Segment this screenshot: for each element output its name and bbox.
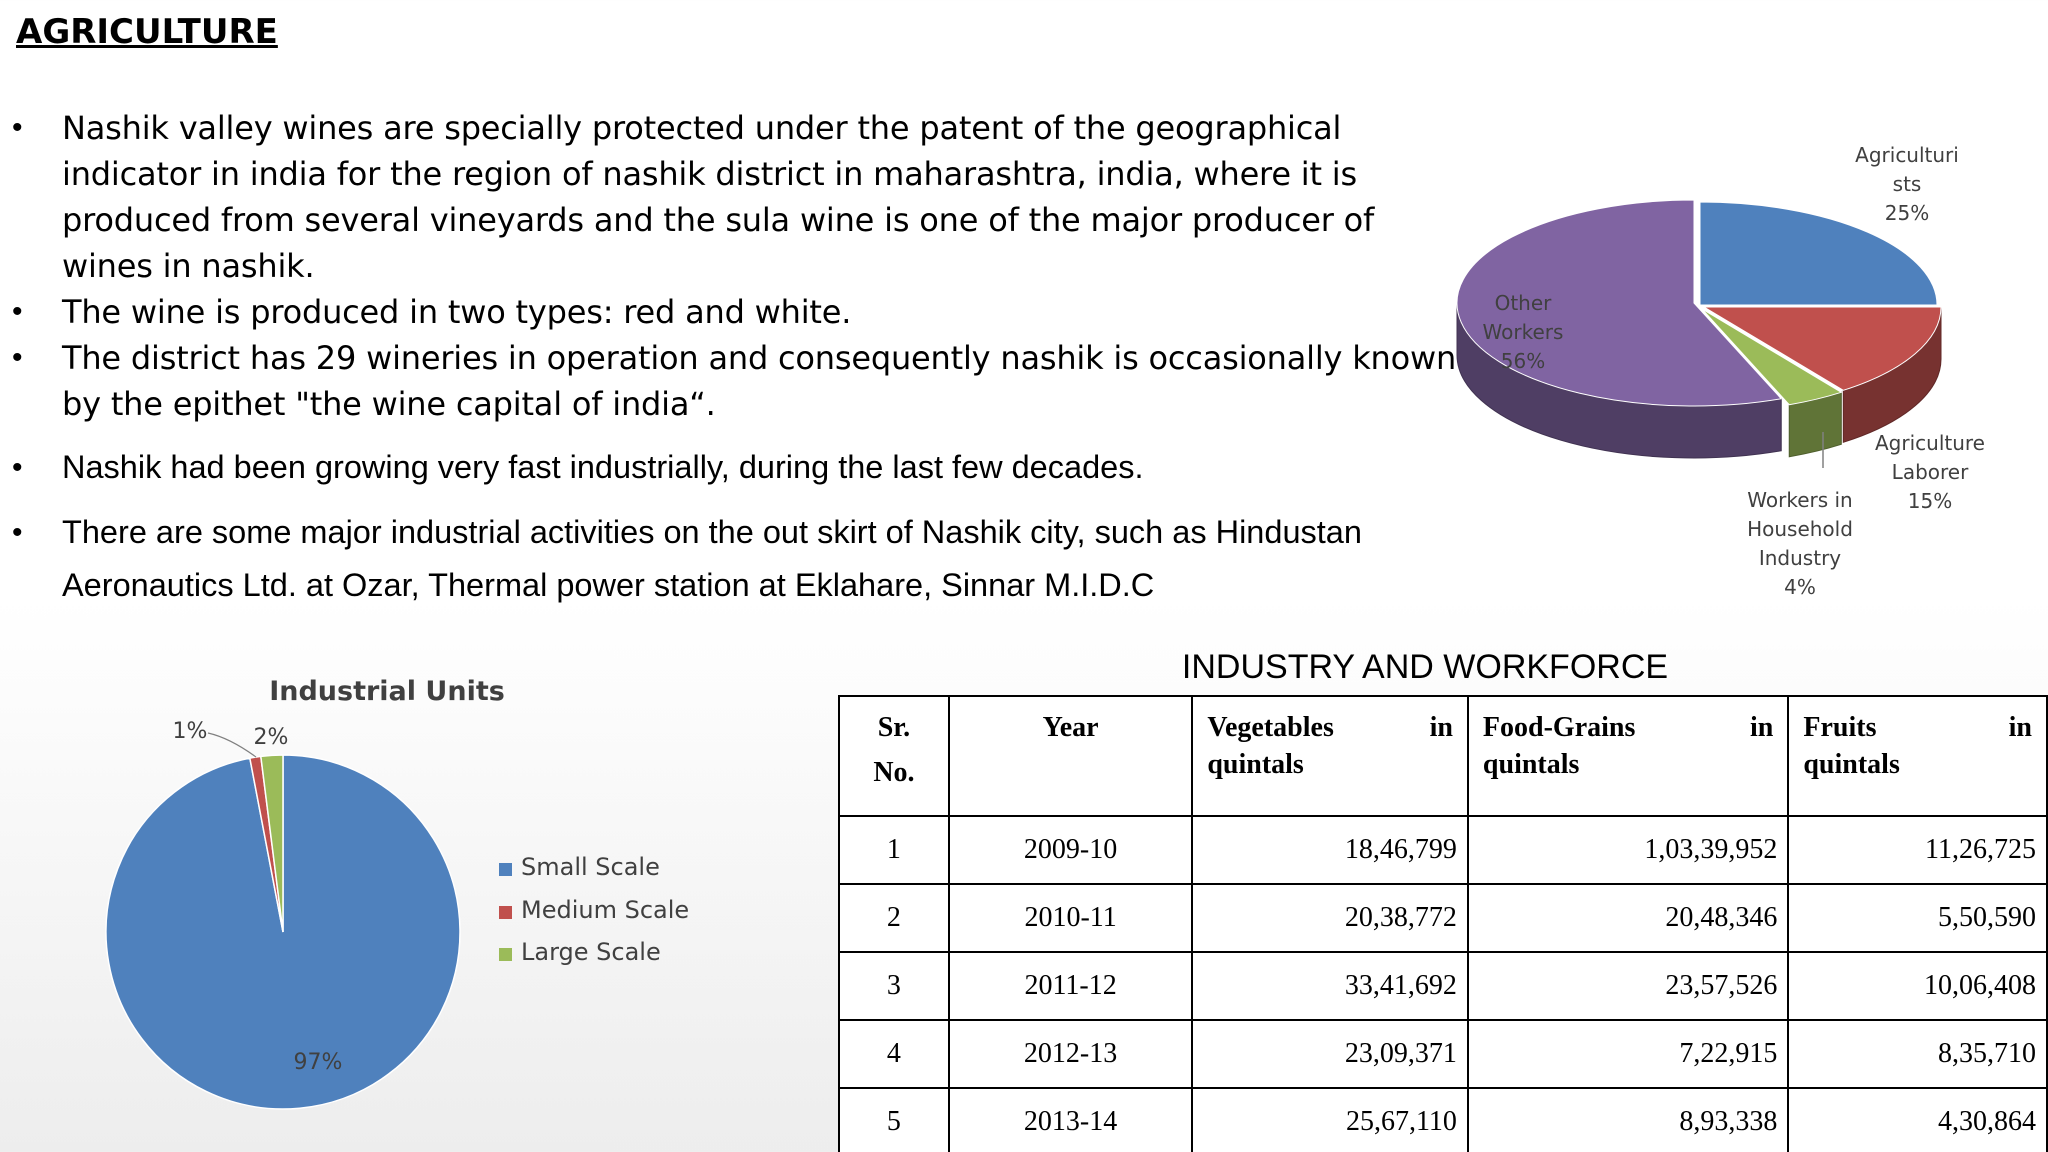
pie-data-label: 97% bbox=[293, 1050, 343, 1075]
cell-vegetables: 33,41,692 bbox=[1192, 952, 1468, 1020]
legend-label: Small Scale bbox=[521, 853, 660, 881]
cell-year: 2012-13 bbox=[949, 1020, 1192, 1088]
pie-data-label: Agriculturi sts 25% bbox=[1855, 143, 1959, 225]
cell-fruits: 5,50,590 bbox=[1788, 884, 2047, 952]
table-row bbox=[839, 1020, 2047, 1088]
cell-vegetables: 20,38,772 bbox=[1192, 884, 1468, 952]
bullet-dot: • bbox=[12, 451, 23, 484]
pie-data-label: Workers in Household Industry 4% bbox=[1747, 488, 1853, 599]
bullet-text: The wine is produced in two types: red and white. bbox=[62, 293, 852, 331]
cell-year: 2010-11 bbox=[949, 884, 1192, 952]
legend-swatch bbox=[499, 863, 512, 876]
cell-food-grains: 20,48,346 bbox=[1468, 884, 1788, 952]
legend-swatch bbox=[499, 906, 512, 919]
table-row bbox=[839, 952, 2047, 1020]
cell-year: 2013-14 bbox=[949, 1088, 1192, 1152]
table-title: INDUSTRY AND WORKFORCE bbox=[1181, 648, 1669, 686]
header-year: Year bbox=[949, 696, 1192, 816]
cell-year: 2011-12 bbox=[949, 952, 1192, 1020]
slide-title: AGRICULTURE bbox=[16, 12, 278, 52]
legend-swatch bbox=[499, 948, 512, 961]
cell-sr-no: 2 bbox=[839, 884, 949, 952]
bullet-dot: • bbox=[12, 111, 23, 144]
pie-data-label: 1% bbox=[172, 719, 208, 744]
header-fruits: Fruits in quintals bbox=[1788, 696, 2047, 816]
bullet-text: There are some major industrial activities on the out skirt of Nashik city, such as Hindustan Aeronautics Ltd. at Ozar, Thermal power station at Eklahare, Sinnar M.I.D.C bbox=[62, 514, 1362, 603]
pie-leader-line bbox=[208, 733, 256, 757]
chart-title: Industrial Units bbox=[269, 676, 505, 707]
production-table bbox=[838, 695, 2048, 1152]
table-header-row bbox=[839, 696, 2047, 816]
cell-fruits: 4,30,864 bbox=[1788, 1088, 2047, 1152]
legend-label: Large Scale bbox=[521, 938, 661, 966]
table-row bbox=[839, 884, 2047, 952]
cell-sr-no: 3 bbox=[839, 952, 949, 1020]
pie-data-label: Other Workers 56% bbox=[1482, 291, 1564, 373]
bullet-dot: • bbox=[12, 295, 23, 328]
cell-food-grains: 1,03,39,952 bbox=[1468, 816, 1788, 884]
cell-vegetables: 23,09,371 bbox=[1192, 1020, 1468, 1088]
bullet-text: The district has 29 wineries in operation and consequently nashik is occasionally known by the epithet "the wine capital of india“. bbox=[62, 339, 1457, 423]
table-row bbox=[839, 816, 2047, 884]
bullet-text: Nashik had been growing very fast industrially, during the last few decades. bbox=[62, 449, 1144, 485]
cell-fruits: 8,35,710 bbox=[1788, 1020, 2047, 1088]
cell-sr-no: 4 bbox=[839, 1020, 949, 1088]
legend-label: Medium Scale bbox=[521, 896, 690, 924]
cell-sr-no: 1 bbox=[839, 816, 949, 884]
cell-food-grains: 7,22,915 bbox=[1468, 1020, 1788, 1088]
cell-year: 2009-10 bbox=[949, 816, 1192, 884]
bullet-dot: • bbox=[12, 341, 23, 374]
cell-food-grains: 8,93,338 bbox=[1468, 1088, 1788, 1152]
table-row bbox=[839, 1088, 2047, 1152]
pie-data-label: 2% bbox=[253, 725, 289, 750]
cell-sr-no: 5 bbox=[839, 1088, 949, 1152]
cell-vegetables: 25,67,110 bbox=[1192, 1088, 1468, 1152]
bullet-dot: • bbox=[12, 516, 23, 549]
cell-fruits: 10,06,408 bbox=[1788, 952, 2047, 1020]
cell-food-grains: 23,57,526 bbox=[1468, 952, 1788, 1020]
header-sr-no: Sr. No. bbox=[839, 696, 949, 816]
bullet-text: Nashik valley wines are specially protected under the patent of the geographical indicator in india for the region of nashik district in maharashtra, india, where it is produced from several vineyards and the sula wine is one of the major producer of wines in nashik. bbox=[62, 109, 1375, 285]
industrial-units-pie-chart bbox=[106, 676, 689, 1109]
pie-data-label: Agriculture Laborer 15% bbox=[1875, 431, 1985, 513]
cell-fruits: 11,26,725 bbox=[1788, 816, 2047, 884]
cell-vegetables: 18,46,799 bbox=[1192, 816, 1468, 884]
header-vegetables: Vegetables in quintals bbox=[1192, 696, 1468, 816]
header-food-grains: Food-Grains in quintals bbox=[1468, 696, 1788, 816]
